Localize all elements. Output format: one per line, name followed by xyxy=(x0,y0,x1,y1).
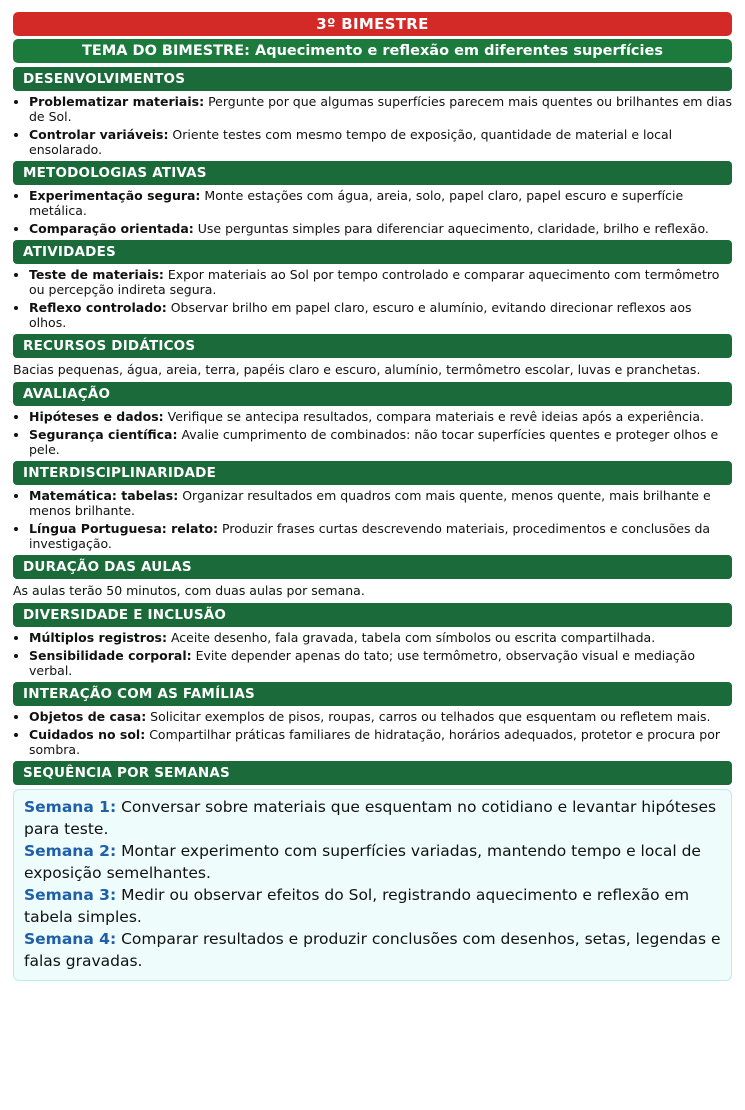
item-label: Sensibilidade corporal: xyxy=(29,648,192,663)
item-label: Experimentação segura: xyxy=(29,188,201,203)
list-item xyxy=(29,221,732,236)
item-label: Múltiplos registros: xyxy=(29,630,167,645)
item-text: Compartilhar práticas familiares de hidratação, horários adequados, protetor e procura por sombra. xyxy=(29,727,720,757)
weeks-box xyxy=(13,789,732,981)
item-text: Pergunte por que algumas superfícies parecem mais quentes ou brilhantes em dias de Sol. xyxy=(29,94,733,124)
section-metodologias-title: METODOLOGIAS ATIVAS xyxy=(13,161,732,185)
item-text: Organizar resultados em quadros com mais quente, menos quente, mais brilhante e menos brilhante. xyxy=(29,488,711,518)
list-item xyxy=(29,709,732,724)
item-text: Evite depender apenas do tato; use termômetro, observação visual e mediação verbal. xyxy=(29,648,696,678)
item-text: Expor materiais ao Sol por tempo controlado e comparar aquecimento com termômetro ou percepção indireta segura. xyxy=(29,267,720,297)
list-item xyxy=(29,488,732,518)
recursos-text: Bacias pequenas, água, areia, terra, papéis claro e escuro, alumínio, termômetro escolar, luvas e pranchetas. xyxy=(13,362,701,377)
list-item xyxy=(29,521,732,551)
item-label: Problematizar materiais: xyxy=(29,94,205,109)
section-familias-title: INTERAÇÃO COM AS FAMÍLIAS xyxy=(13,682,732,706)
item-label: Hipóteses e dados: xyxy=(29,409,164,424)
item-text: Oriente testes com mesmo tempo de exposição, quantidade de material e local ensolarado. xyxy=(29,127,673,157)
week-label: Semana 3: xyxy=(24,886,117,904)
item-label: Objetos de casa: xyxy=(29,709,147,724)
item-text: Produzir frases curtas descrevendo materiais, procedimentos e conclusões da investigação. xyxy=(29,521,711,551)
list-item xyxy=(29,188,732,218)
bimestre-title: 3º BIMESTRE xyxy=(13,12,732,36)
item-text: Avalie cumprimento de combinados: não tocar superfícies quentes e proteger olhos e pele. xyxy=(29,427,719,457)
tema-title: TEMA DO BIMESTRE: Aquecimento e reflexão em diferentes superfícies xyxy=(13,39,732,63)
week-label: Semana 2: xyxy=(24,842,117,860)
item-label: Controlar variáveis: xyxy=(29,127,169,142)
atividades-list xyxy=(13,267,732,330)
section-interdisciplinaridade-title: INTERDISCIPLINARIDADE xyxy=(13,461,732,485)
section-diversidade-title: DIVERSIDADE E INCLUSÃO xyxy=(13,603,732,627)
item-text: Aceite desenho, fala gravada, tabela com símbolos ou escrita compartilhada. xyxy=(166,630,656,645)
item-label: Segurança científica: xyxy=(29,427,178,442)
week-item xyxy=(24,884,721,928)
list-item xyxy=(29,727,732,757)
item-text: Observar brilho em papel claro, escuro e alumínio, evitando direcionar reflexos aos olhos. xyxy=(29,300,692,330)
list-item xyxy=(29,648,732,678)
item-label: Língua Portuguesa: relato: xyxy=(29,521,219,536)
week-text: Medir ou observar efeitos do Sol, registrando aquecimento e reflexão em tabela simples. xyxy=(24,886,690,926)
section-duracao-title: DURAÇÃO DAS AULAS xyxy=(13,555,732,579)
item-label: Comparação orientada: xyxy=(29,221,194,236)
list-item xyxy=(29,630,732,645)
week-item xyxy=(24,928,721,972)
item-text: Use perguntas simples para diferenciar aquecimento, claridade, brilho e reflexão. xyxy=(193,221,709,236)
week-text: Conversar sobre materiais que esquentam no cotidiano e levantar hipóteses para teste. xyxy=(24,798,717,838)
list-item xyxy=(29,267,732,297)
item-text: Verifique se antecipa resultados, compara materiais e revê ideias após a experiência. xyxy=(163,409,704,424)
list-item xyxy=(29,127,732,157)
week-label: Semana 1: xyxy=(24,798,117,816)
week-text: Montar experimento com superfícies variadas, mantendo tempo e local de exposição semelhantes. xyxy=(24,842,701,882)
item-text: Monte estações com água, areia, solo, papel claro, papel escuro e superfície metálica. xyxy=(29,188,684,218)
diversidade-list xyxy=(13,630,732,678)
week-item xyxy=(24,796,721,840)
interdisciplinaridade-list xyxy=(13,488,732,551)
week-item xyxy=(24,840,721,884)
week-label: Semana 4: xyxy=(24,930,117,948)
list-item xyxy=(29,427,732,457)
item-label: Reflexo controlado: xyxy=(29,300,167,315)
avaliacao-list xyxy=(13,409,732,457)
section-sequencia-title: SEQUÊNCIA POR SEMANAS xyxy=(13,761,732,785)
section-desenvolvimentos-title: DESENVOLVIMENTOS xyxy=(13,67,732,91)
list-item xyxy=(29,300,732,330)
familias-list xyxy=(13,709,732,757)
item-label: Cuidados no sol: xyxy=(29,727,146,742)
list-item xyxy=(29,94,732,124)
section-avaliacao-title: AVALIAÇÃO xyxy=(13,382,732,406)
item-text: Solicitar exemplos de pisos, roupas, carros ou telhados que esquentam ou refletem mais. xyxy=(146,709,711,724)
duracao-text: As aulas terão 50 minutos, com duas aulas por semana. xyxy=(13,583,365,598)
item-label: Teste de materiais: xyxy=(29,267,164,282)
section-atividades-title: ATIVIDADES xyxy=(13,240,732,264)
item-label: Matemática: tabelas: xyxy=(29,488,179,503)
section-recursos-title: RECURSOS DIDÁTICOS xyxy=(13,334,732,358)
desenvolvimentos-list xyxy=(13,94,732,157)
list-item xyxy=(29,409,732,424)
metodologias-list xyxy=(13,188,732,236)
week-text: Comparar resultados e produzir conclusões com desenhos, setas, legendas e falas gravadas. xyxy=(24,930,721,970)
